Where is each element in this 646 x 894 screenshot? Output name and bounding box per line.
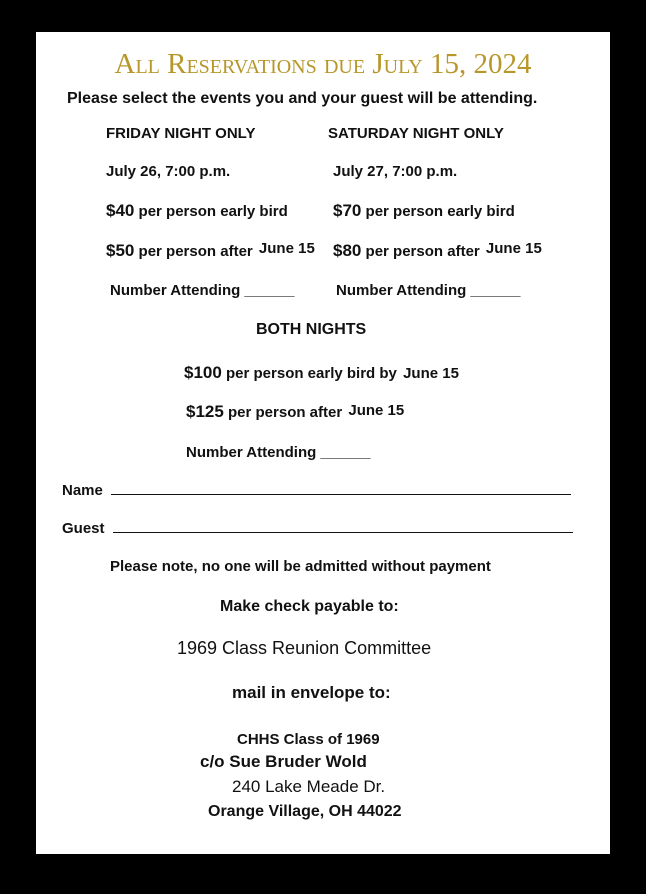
both-late-text: per person after — [228, 404, 343, 421]
both-late-date: June 15 — [348, 402, 405, 419]
instruction-text: Please select the events you and your guest will be attending. — [67, 90, 538, 107]
both-attending[interactable]: Number Attending ______ — [186, 444, 371, 461]
saturday-attending[interactable]: Number Attending ______ — [336, 282, 521, 299]
mail-label: mail in envelope to: — [232, 683, 391, 702]
address-line-2: c/o Sue Bruder Wold — [200, 752, 367, 771]
address-line-1: CHHS Class of 1969 — [237, 731, 380, 748]
friday-date: July 26, 7:00 p.m. — [106, 163, 231, 180]
guest-label: Guest — [62, 520, 105, 537]
saturday-late-date: June 15 — [485, 240, 542, 257]
saturday-date: July 27, 7:00 p.m. — [333, 163, 458, 180]
friday-attending[interactable]: Number Attending ______ — [110, 282, 295, 299]
both-early-price: $100 — [184, 363, 222, 382]
saturday-late — [333, 242, 542, 261]
address-line-4: Orange Village, OH 44022 — [208, 803, 402, 820]
both-late-price: $125 — [186, 402, 224, 421]
payee: 1969 Class Reunion Committee — [177, 638, 432, 658]
both-early-text: per person early bird by — [226, 365, 397, 382]
name-field[interactable] — [62, 482, 571, 500]
friday-early-text: per person early bird — [138, 203, 288, 220]
page-title: All Reservations due July 15, 2024 — [114, 48, 532, 80]
friday-late-price: $50 — [106, 241, 135, 260]
saturday-early-bird — [333, 202, 515, 221]
address-line-3: 240 Lake Meade Dr. — [232, 777, 386, 796]
friday-late — [106, 242, 315, 261]
saturday-early-text: per person early bird — [365, 203, 515, 220]
reservation-card — [36, 32, 610, 854]
friday-early-bird — [106, 202, 288, 221]
guest-field[interactable] — [62, 520, 573, 538]
saturday-early-price: $70 — [333, 201, 362, 220]
name-label: Name — [62, 482, 103, 499]
saturday-late-text: per person after — [365, 243, 480, 260]
guest-line[interactable] — [113, 520, 573, 533]
both-late — [186, 403, 404, 422]
both-heading: BOTH NIGHTS — [256, 321, 367, 338]
payable-label: Make check payable to: — [220, 598, 399, 615]
name-line[interactable] — [111, 482, 571, 495]
friday-heading: FRIDAY NIGHT ONLY — [106, 125, 256, 142]
both-early-bird — [184, 364, 459, 383]
friday-late-date: June 15 — [258, 240, 315, 257]
payment-note: Please note, no one will be admitted without payment — [110, 558, 491, 575]
both-early-date: June 15 — [403, 365, 459, 382]
saturday-heading: SATURDAY NIGHT ONLY — [328, 125, 504, 142]
friday-late-text: per person after — [138, 243, 253, 260]
saturday-late-price: $80 — [333, 241, 362, 260]
friday-early-price: $40 — [106, 201, 135, 220]
